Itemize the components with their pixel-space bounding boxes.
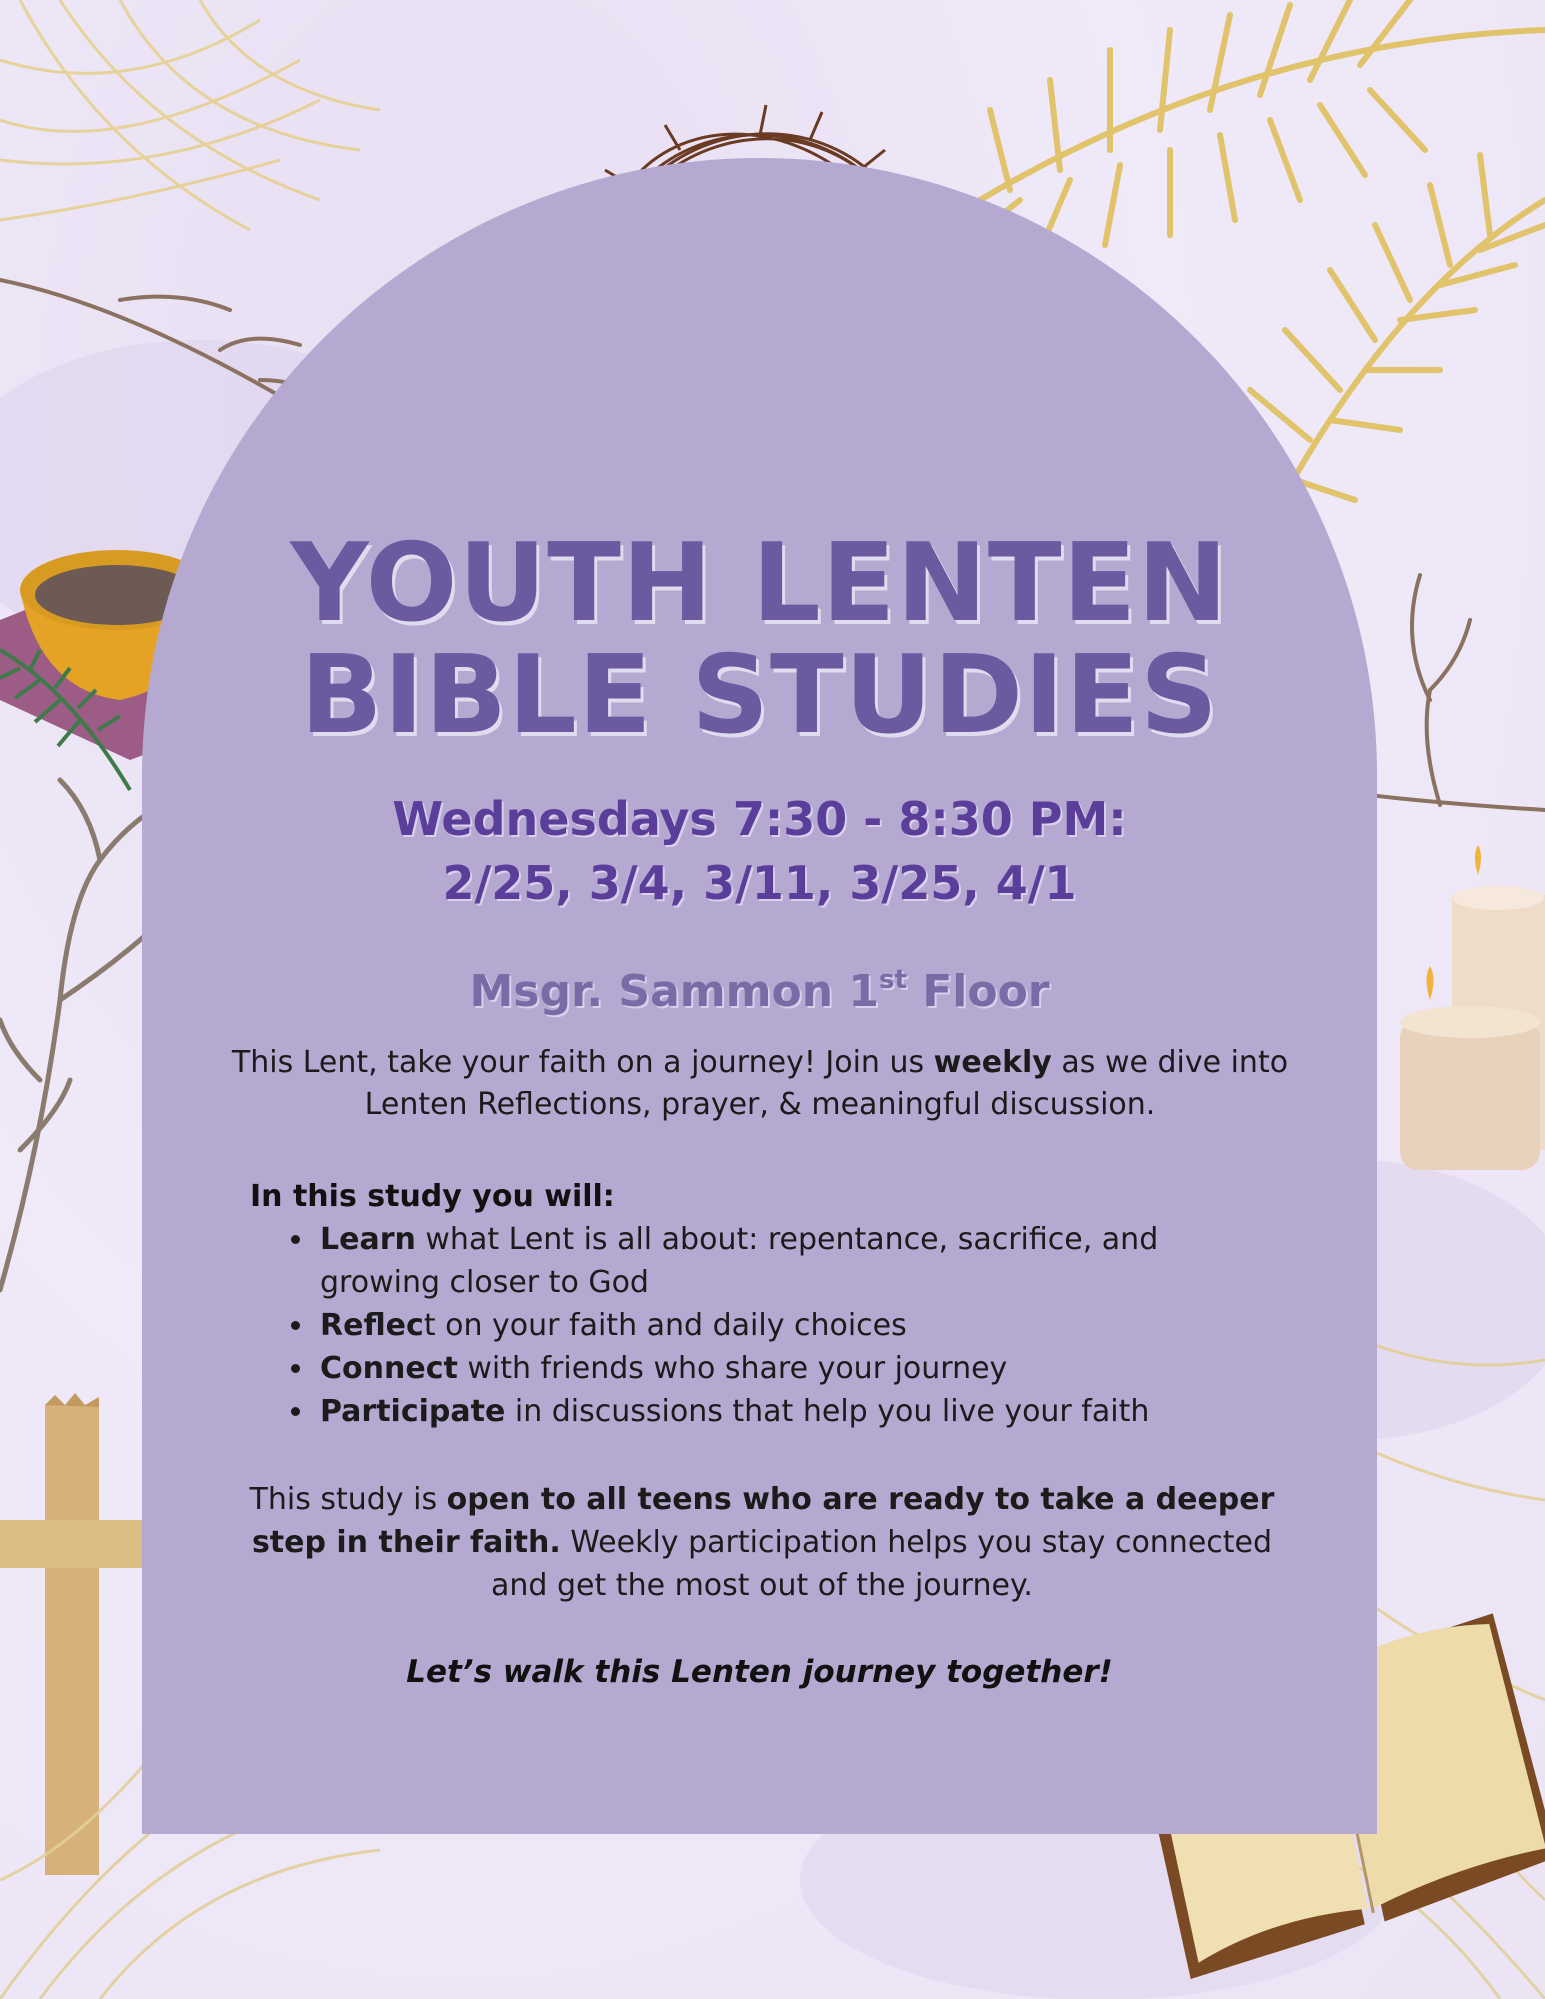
bullet-text: t on your faith and daily choices bbox=[423, 1308, 907, 1343]
closing-tagline: Let’s walk this Lenten journey together! bbox=[406, 1654, 1113, 1690]
location-name: Msgr. Sammon 1 bbox=[469, 966, 879, 1017]
study-bullet-list bbox=[278, 1218, 1276, 1433]
intro-text-1: This Lent, take your faith on a journey! Join us bbox=[231, 1045, 934, 1080]
bullet-keyword: Learn bbox=[320, 1222, 416, 1257]
location bbox=[142, 950, 1377, 1022]
title-line-2: BIBLE STUDIES bbox=[300, 633, 1219, 758]
open-to-teens-paragraph bbox=[232, 1478, 1292, 1607]
intro-bold: weekly bbox=[933, 1045, 1052, 1080]
intro-text-2: as we dive into Lenten Reflections, prayer, & meaningful discussion. bbox=[364, 1045, 1289, 1122]
bullet-keyword: Reflec bbox=[320, 1308, 424, 1343]
open-text-2: Weekly participation helps you stay connected and get the most out of the journey. bbox=[491, 1525, 1273, 1603]
bullet-connect bbox=[316, 1347, 1276, 1390]
open-text-1: This study is bbox=[249, 1482, 447, 1517]
grass-top-left-icon bbox=[0, 0, 380, 230]
location-floor: Floor bbox=[906, 966, 1050, 1017]
open-bold: open to all teens who are ready to take a deeper step in their faith. bbox=[251, 1482, 1275, 1560]
bullet-keyword: Connect bbox=[320, 1351, 458, 1386]
intro-paragraph bbox=[220, 1042, 1300, 1126]
bullet-keyword: Participate bbox=[320, 1394, 506, 1429]
title-line-1: YOUTH LENTEN bbox=[290, 521, 1229, 646]
schedule-dates: 2/25, 3/4, 3/11, 3/25, 4/1 bbox=[442, 856, 1077, 910]
bullet-participate bbox=[316, 1390, 1276, 1433]
bullet-learn bbox=[316, 1218, 1276, 1304]
bullet-text: what Lent is all about: repentance, sacrifice, and growing closer to God bbox=[320, 1222, 1159, 1300]
study-heading: In this study you will: bbox=[250, 1179, 615, 1214]
location-ordinal: st bbox=[878, 965, 907, 995]
bullet-reflect bbox=[316, 1304, 1276, 1347]
bullet-text: with friends who share your journey bbox=[457, 1351, 1008, 1386]
bullet-text: in discussions that help you live your faith bbox=[505, 1394, 1150, 1429]
candles-icon bbox=[1400, 845, 1545, 1170]
schedule-days-time: Wednesdays 7:30 - 8:30 PM: bbox=[392, 792, 1127, 846]
